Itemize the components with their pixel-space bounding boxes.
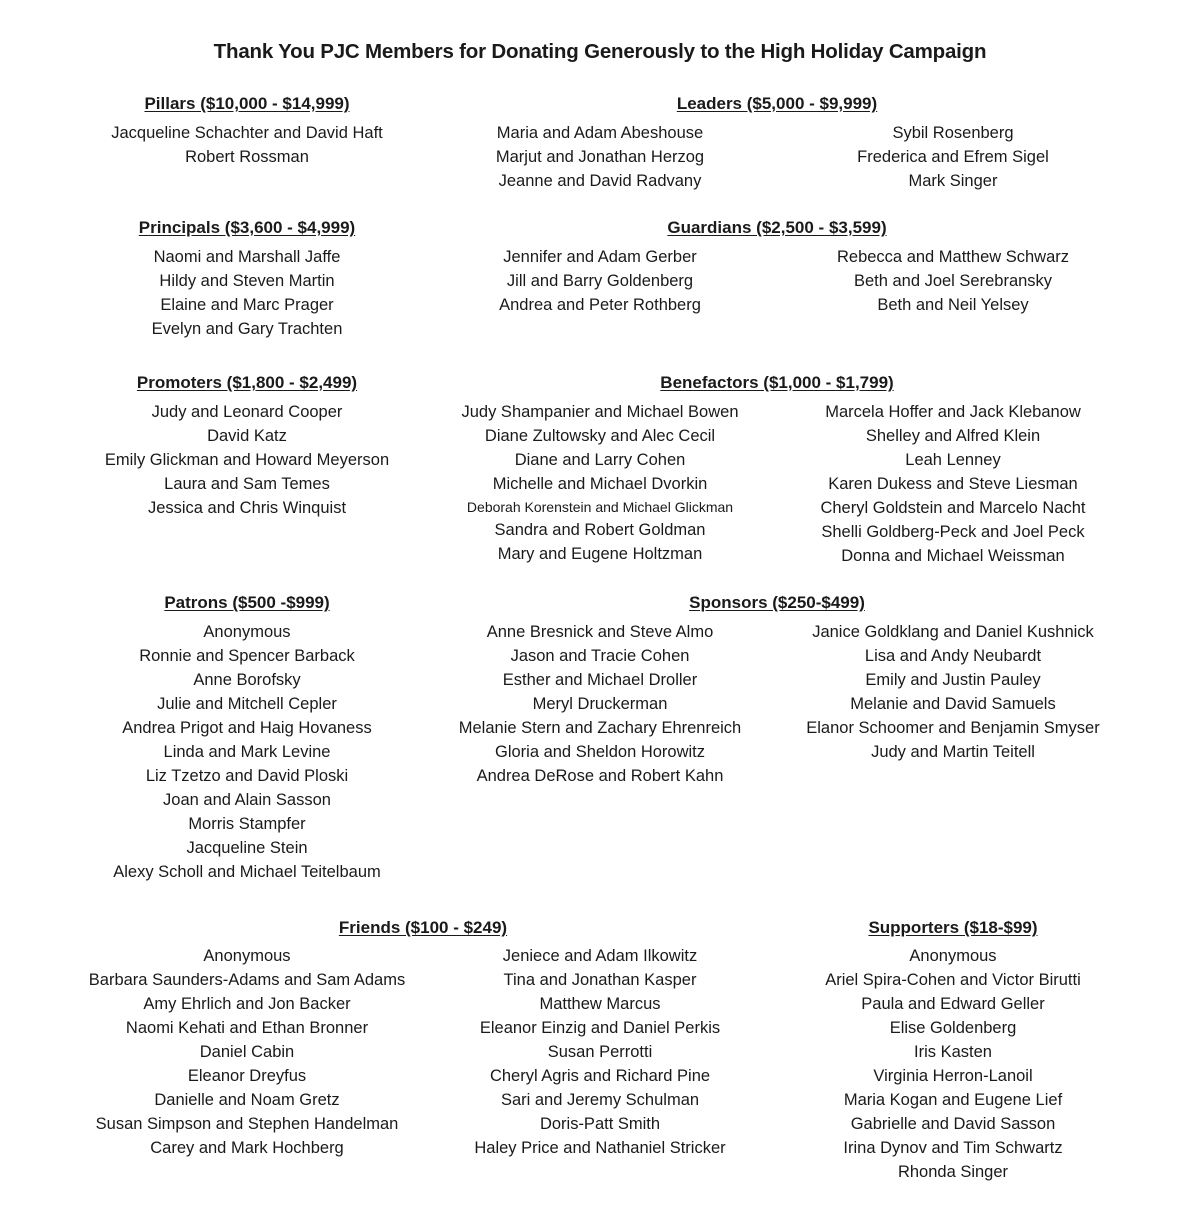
donor-name: Jennifer and Adam Gerber	[503, 248, 697, 266]
heading-guardians: Guardians ($2,500 - $3,599)	[667, 218, 887, 237]
donor-name: Sandra and Robert Goldman	[494, 521, 706, 539]
donor-name: Elaine and Marc Prager	[160, 296, 334, 314]
donor-name: Danielle and Noam Gretz	[154, 1091, 340, 1109]
list-leaders-1	[400, 121, 800, 193]
donor-name: Anonymous	[909, 947, 997, 965]
list-guardians-1	[400, 245, 800, 317]
donor-name: Beth and Neil Yelsey	[877, 296, 1029, 314]
donor-name: Evelyn and Gary Trachten	[151, 320, 343, 338]
donor-name: Alexy Scholl and Michael Teitelbaum	[113, 863, 381, 881]
donor-name: Cheryl Goldstein and Marcelo Nacht	[820, 499, 1086, 517]
donor-name: Irina Dynov and Tim Schwartz	[843, 1139, 1063, 1157]
donor-name: Joan and Alain Sasson	[163, 791, 331, 809]
donor-name: Beth and Joel Serebransky	[853, 272, 1053, 290]
donor-name: Jacqueline Schachter and David Haft	[111, 124, 383, 142]
donor-name: Paula and Edward Geller	[861, 995, 1045, 1013]
donor-name: Marcela Hoffer and Jack Klebanow	[825, 403, 1081, 421]
donor-name: Jacqueline Stein	[186, 839, 308, 857]
donor-name: Naomi and Marshall Jaffe	[153, 248, 341, 266]
heading-patrons: Patrons ($500 -$999)	[164, 593, 330, 612]
donor-name: Melanie Stern and Zachary Ehrenreich	[458, 719, 742, 737]
donor-name: Elanor Schoomer and Benjamin Smyser	[806, 719, 1100, 737]
donor-name: Daniel Cabin	[199, 1043, 295, 1061]
donor-name: Ronnie and Spencer Barback	[139, 647, 355, 665]
donor-name: Shelley and Alfred Klein	[865, 427, 1041, 445]
donor-name: Elise Goldenberg	[889, 1019, 1017, 1037]
donor-name: Diane Zultowsky and Alec Cecil	[484, 427, 716, 445]
donor-name: Liz Tzetzo and David Ploski	[145, 767, 349, 785]
list-benefactors-1	[400, 400, 800, 566]
donor-name: Donna and Michael Weissman	[841, 547, 1065, 565]
page-title: Thank You PJC Members for Donating Generously to the High Holiday Campaign	[213, 40, 987, 63]
list-principals	[47, 245, 447, 341]
donor-name: Matthew Marcus	[539, 995, 661, 1013]
donor-name: Meryl Druckerman	[532, 695, 668, 713]
list-guardians-2	[753, 245, 1153, 317]
donor-name: Susan Perrotti	[547, 1043, 653, 1061]
donor-name: Jill and Barry Goldenberg	[506, 272, 694, 290]
donor-name: Judy Shampanier and Michael Bowen	[461, 403, 739, 421]
donor-name: Esther and Michael Droller	[502, 671, 698, 689]
donor-name: Lisa and Andy Neubardt	[864, 647, 1042, 665]
donor-name: Melanie and David Samuels	[850, 695, 1056, 713]
donor-name: Emily Glickman and Howard Meyerson	[104, 451, 390, 469]
donor-name: Jessica and Chris Winquist	[147, 499, 347, 517]
list-patrons	[47, 620, 447, 884]
donor-name: Linda and Mark Levine	[163, 743, 331, 761]
list-friends-1	[47, 944, 447, 1160]
donor-name: Sybil Rosenberg	[892, 124, 1014, 142]
list-promoters	[47, 400, 447, 520]
donor-name: Mark Singer	[908, 172, 998, 190]
donor-name: Diane and Larry Cohen	[514, 451, 686, 469]
donor-name: Gloria and Sheldon Horowitz	[494, 743, 706, 761]
heading-leaders: Leaders ($5,000 - $9,999)	[676, 94, 878, 113]
heading-principals: Principals ($3,600 - $4,999)	[138, 218, 356, 237]
heading-friends: Friends ($100 - $249)	[338, 918, 508, 937]
heading-promoters: Promoters ($1,800 - $2,499)	[136, 373, 358, 392]
donor-name: Doris-Patt Smith	[539, 1115, 661, 1133]
donor-name: Jeanne and David Radvany	[498, 172, 702, 190]
donor-name: Shelli Goldberg-Peck and Joel Peck	[821, 523, 1085, 541]
donor-name: Anonymous	[203, 623, 291, 641]
list-supporters	[753, 944, 1153, 1184]
donor-name: Maria and Adam Abeshouse	[496, 124, 704, 142]
donor-name: Laura and Sam Temes	[164, 475, 330, 493]
donor-name: Barbara Saunders-Adams and Sam Adams	[88, 971, 406, 989]
donor-name: Leah Lenney	[905, 451, 1001, 469]
donor-name: Anne Borofsky	[193, 671, 301, 689]
donor-name: David Katz	[207, 427, 287, 445]
donor-name: Virginia Herron-Lanoil	[873, 1067, 1033, 1085]
donor-name: Emily and Justin Pauley	[865, 671, 1041, 689]
donor-name: Morris Stampfer	[188, 815, 306, 833]
donor-name: Jeniece and Adam Ilkowitz	[502, 947, 698, 965]
heading-sponsors: Sponsors ($250-$499)	[689, 593, 865, 612]
list-friends-2	[400, 944, 800, 1160]
heading-supporters: Supporters ($18-$99)	[868, 918, 1038, 937]
donor-name: Marjut and Jonathan Herzog	[495, 148, 705, 166]
donor-name: Janice Goldklang and Daniel Kushnick	[812, 623, 1094, 641]
donor-name: Iris Kasten	[914, 1043, 992, 1061]
donor-name: Susan Simpson and Stephen Handelman	[95, 1115, 399, 1133]
donor-name: Andrea and Peter Rothberg	[499, 296, 701, 314]
donor-name: Haley Price and Nathaniel Stricker	[474, 1139, 726, 1157]
list-sponsors-2	[753, 620, 1153, 764]
donor-name: Andrea DeRose and Robert Kahn	[476, 767, 724, 785]
donor-name: Judy and Leonard Cooper	[151, 403, 343, 421]
list-benefactors-2	[753, 400, 1153, 568]
donor-name: Robert Rossman	[185, 148, 309, 166]
list-leaders-2	[753, 121, 1153, 193]
donor-name: Gabrielle and David Sasson	[850, 1115, 1056, 1133]
donor-name: Sari and Jeremy Schulman	[500, 1091, 700, 1109]
donor-name: Julie and Mitchell Cepler	[157, 695, 337, 713]
heading-benefactors: Benefactors ($1,000 - $1,799)	[660, 373, 894, 392]
donor-name: Rebecca and Matthew Schwarz	[836, 248, 1070, 266]
donor-name: Naomi Kehati and Ethan Bronner	[125, 1019, 369, 1037]
donor-name: Judy and Martin Teitell	[871, 743, 1035, 761]
donor-name: Andrea Prigot and Haig Hovaness	[122, 719, 372, 737]
donor-name: Frederica and Efrem Sigel	[857, 148, 1049, 166]
donor-name: Anonymous	[203, 947, 291, 965]
donor-name: Rhonda Singer	[897, 1163, 1009, 1181]
list-pillars	[47, 121, 447, 169]
donor-name: Michelle and Michael Dvorkin	[492, 475, 708, 493]
donor-name: Mary and Eugene Holtzman	[497, 545, 703, 563]
donor-name: Tina and Jonathan Kasper	[503, 971, 697, 989]
donor-name: Hildy and Steven Martin	[159, 272, 335, 290]
donor-name: Anne Bresnick and Steve Almo	[486, 623, 714, 641]
donor-name: Karen Dukess and Steve Liesman	[828, 475, 1078, 493]
list-sponsors-1	[400, 620, 800, 788]
donor-name: Amy Ehrlich and Jon Backer	[143, 995, 351, 1013]
donor-name: Eleanor Dreyfus	[187, 1067, 307, 1085]
donor-name: Jason and Tracie Cohen	[510, 647, 690, 665]
donor-name: Eleanor Einzig and Daniel Perkis	[479, 1019, 721, 1037]
donor-name: Deborah Korenstein and Michael Glickman	[466, 499, 734, 515]
donor-name: Cheryl Agris and Richard Pine	[489, 1067, 711, 1085]
donor-name: Carey and Mark Hochberg	[150, 1139, 344, 1157]
donor-name: Ariel Spira-Cohen and Victor Birutti	[825, 971, 1081, 989]
donor-name: Maria Kogan and Eugene Lief	[843, 1091, 1063, 1109]
heading-pillars: Pillars ($10,000 - $14,999)	[144, 94, 350, 113]
